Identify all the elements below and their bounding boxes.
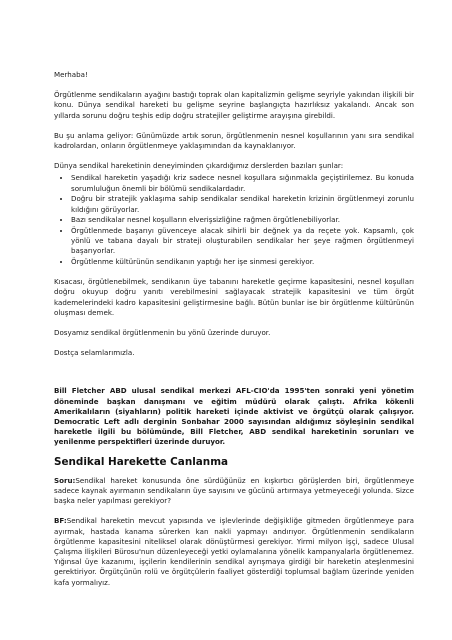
dossier-paragraph: Dosyamız sendikal örgütlenmenin bu yönü üzerinde duruyor. (54, 328, 271, 338)
lessons-intro: Dünya sendikal hareketinin deneyiminden çıkardığımız derslerden bazıları şunlar: (54, 161, 344, 171)
lesson-item: • Örgütlenmede başarıyı güvenceye alacak sihirli bir değnek ya da reçete yok. Kapsamlı, çok yönlü ve tabana dayalı bir strateji oluşturabilen sendikalar her şeye rağmen örgütlenmeyi başarıyorlar. (71, 226, 414, 257)
section-heading: Sendikal Harekette Canlanma (54, 455, 229, 468)
qa-question (54, 476, 414, 507)
lessons-list (54, 173, 414, 267)
lesson-item: • Doğru bir stratejik yaklaşıma sahip sendikalar sendikal hareketin krizinin örgütlenmeyi zorunlu kıldığını görüyorlar. (71, 194, 414, 214)
intro-paragraph-1: Örgütlenme sendikaların ayağını bastığı toprak olan kapitalizmin gelişme seyriyle yakından ilişkili bir konu. Dünya sendikal hareketi bu gelişme seyrine başlangıçta hazırlıksız yakalandı. Ancak son yıllarda sorunu doğru teşhis edip doğru stratejiler geliştirme arayışına girebildi. (54, 90, 414, 120)
author-bio-paragraph: Bill Fletcher ABD ulusal sendikal merkezi AFL-CIO'da 1995'ten sonraki yeni yönetim döneminde başkan danışmanı ve eğitim müdürü olarak çalıştı. Afrika kökenli Amerikalıların (siyahların) politik hareketi içinde aktivist ve örgütçü olarak çalışıyor. Democratic Left adlı derginin Sonbahar 2000 sayısından aldığımız söyleşinin sendikal hareketle ilgili bu bölümünde, Bill Fletcher, ABD sendikal hareketinin sorunları ve yenilenme perspektifleri üzerinde duruyor. (54, 386, 414, 447)
lesson-item: • Bazı sendikalar nesnel koşulların elverişsizliğine rağmen örgütlenebiliyorlar. (71, 215, 414, 225)
intro-paragraph-2: Bu şu anlama geliyor: Günümüzde artık sorun, örgütlenmenin nesnel koşullarının yanı sıra sendikal kadrolardan, onların örgütlenmeye yaklaşımından da kaynaklanıyor. (54, 130, 414, 151)
summary-paragraph: Kısacası, örgütlenebilmek, sendikanın üye tabanını hareketle geçirme kapasitesini, nesnel koşulları doğru okuyup doğru yanıtı verebilmesini sağlayacak stratejik kapasitesini ve tüm örgüt kademelerindeki kadro kapasitesini geliştirmesine bağlı. Bütün bunlar ise bir örgütlenme kültürünün oluşması demek. (54, 277, 414, 317)
lesson-item: • Sendikal hareketin yaşadığı kriz sadece nesnel koşullara sığınmakla geçiştirilemez. Bu konuda sorumluluğun önemli bir bölümü sendikalardadır. (71, 173, 414, 193)
section-spacer (54, 368, 414, 386)
answer-text: Sendikal hareketin mevcut yapısında ve işlevlerinde değişikliğe gitmeden örgütlenmeye para ayırmak, hastada kanama sürerken kan nakli yapmayı andırıyor. Örgütlenmenin sendikaların örgütlenme kapasitesini niteliksel olarak dönüştürmesi gerekiyor. Yirmi milyon işçi, sadece Ulusal Çalışma İlişkileri Bürosu'nun düzenleyeceği yetki oylamalarına yönelik kampanyalarla örgütlenemez. Yığınsal üye kazanımı, işçilerin kendilerinin sendikal ayrışmaya girdiği bir hareketin ateşlenmesini gerektiriyor. Örgütçünün rolü ve örgütçülerin faaliyet gösterdiği toplumsal bağlam üzerinde yeniden kafa yormalıyız. (54, 516, 414, 587)
closing-line: Dostça selamlarımızla. (54, 348, 135, 358)
answer-label: BF: (54, 516, 67, 526)
lesson-item: • Örgütlenme kültürünün sendikanın yaptığı her işe sinmesi gerekiyor. (71, 257, 414, 267)
question-text: Sendikal hareket konusunda öne sürdüğünüz en kışkırtıcı görüşlerden biri, örgütlenmeye sadece kaynak ayırmanın sendikaların üye sayısını ve gücünü artırmaya yetmeyeceği yolunda. Sizce başka neler yapılması gerekiyor? (54, 475, 414, 506)
question-label: Soru: (54, 475, 76, 485)
greeting: Merhaba! (54, 70, 88, 79)
qa-answer (54, 516, 414, 587)
